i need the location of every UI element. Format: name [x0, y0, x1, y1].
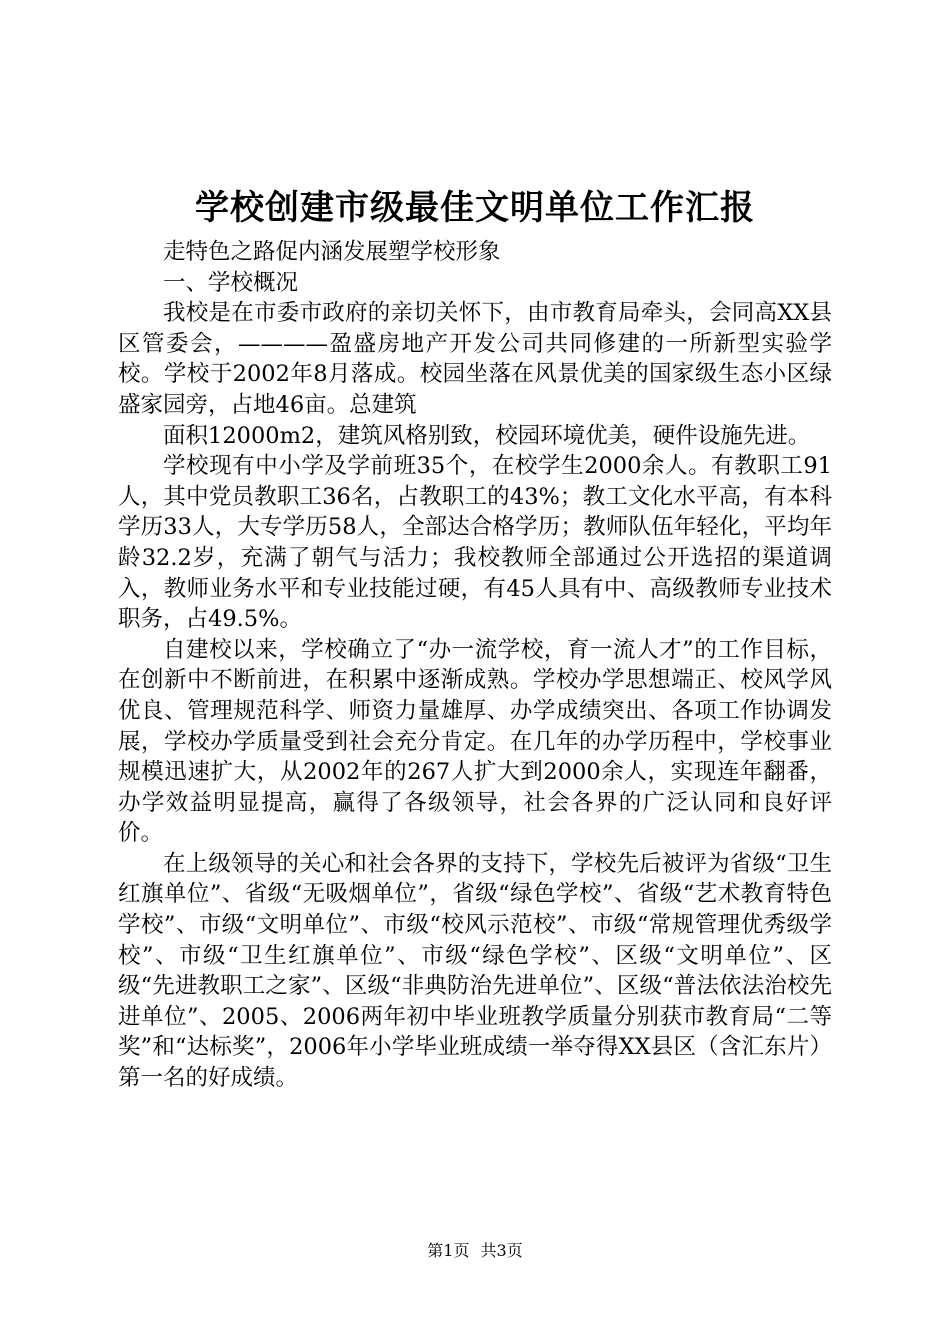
subtitle-paragraph: 走特色之路促内涵发展塑学校形象: [163, 239, 501, 265]
body-paragraph: 面积12000m2，建筑风格别致，校园环境优美，硬件设施先进。: [163, 422, 811, 449]
body-paragraph: 学校现有中小学及学前班35个，在校学生2000余人。有教职工91人，其中党员教职工36名，占教职工的43%；教工文化水平高，有本科学历33人，大专学历58人，全部达合格学历；教师队伍年轻化，平均年龄32.2岁，充满了朝气与活力；我校教师全部通过公开选招的渠道调入，教师业务水平和专业技能过硬，有45人具有中、高级教师专业技术职务，占49.5%。: [118, 453, 832, 633]
document-body: [118, 237, 832, 1094]
body-paragraph: 我校是在市委市政府的亲切关怀下，由市教育局牵头，会同高XX县区管委会，————盈盛房地产开发公司共同修建的一所新型实验学校。学校于2002年8月落成。校园坐落在风景优美的国家级生态小区绿盛家园旁，占地46亩。总建筑: [118, 300, 832, 418]
body-paragraph: 自建校以来，学校确立了“办一流学校，育一流人才”的工作目标，在创新中不断前进，在积累中逐渐成熟。学校办学思想端正、校风学风优良、管理规范科学、师资力量雄厚、办学成绩突出、各项工作协调发展，学校办学质量受到社会充分肯定。在几年的办学历程中，学校事业规模迅速扩大，从2002年的267人扩大到2000余人，实现连年翻番，办学效益明显提高，赢得了各级领导，社会各界的广泛认同和良好评价。: [118, 636, 832, 847]
body-paragraph: 在上级领导的关心和社会各界的支持下，学校先后被评为省级“卫生红旗单位”、省级“无吸烟单位”，省级“绿色学校”、省级“艺术教育特色学校”、市级“文明单位”、市级“校风示范校”、市级“常规管理优秀级学校”、市级“卫生红旗单位”、市级“绿色学校”、区级“文明单位”、区级“先进教职工之家”、区级“非典防治先进单位”、区级“普法依法治校先进单位”、2005、2006两年初中毕业班教学质量分别获市教育局“二等奖”和“达标奖”，2006年小学毕业班成绩一举夺得XX县区（含汇东片）第一名的好成绩。: [118, 850, 832, 1092]
page-footer: 第1页 共3页: [427, 1241, 523, 1260]
document-title: 学校创建市级最佳文明单位工作汇报: [195, 188, 755, 228]
section-heading: 一、学校概况: [163, 269, 299, 296]
